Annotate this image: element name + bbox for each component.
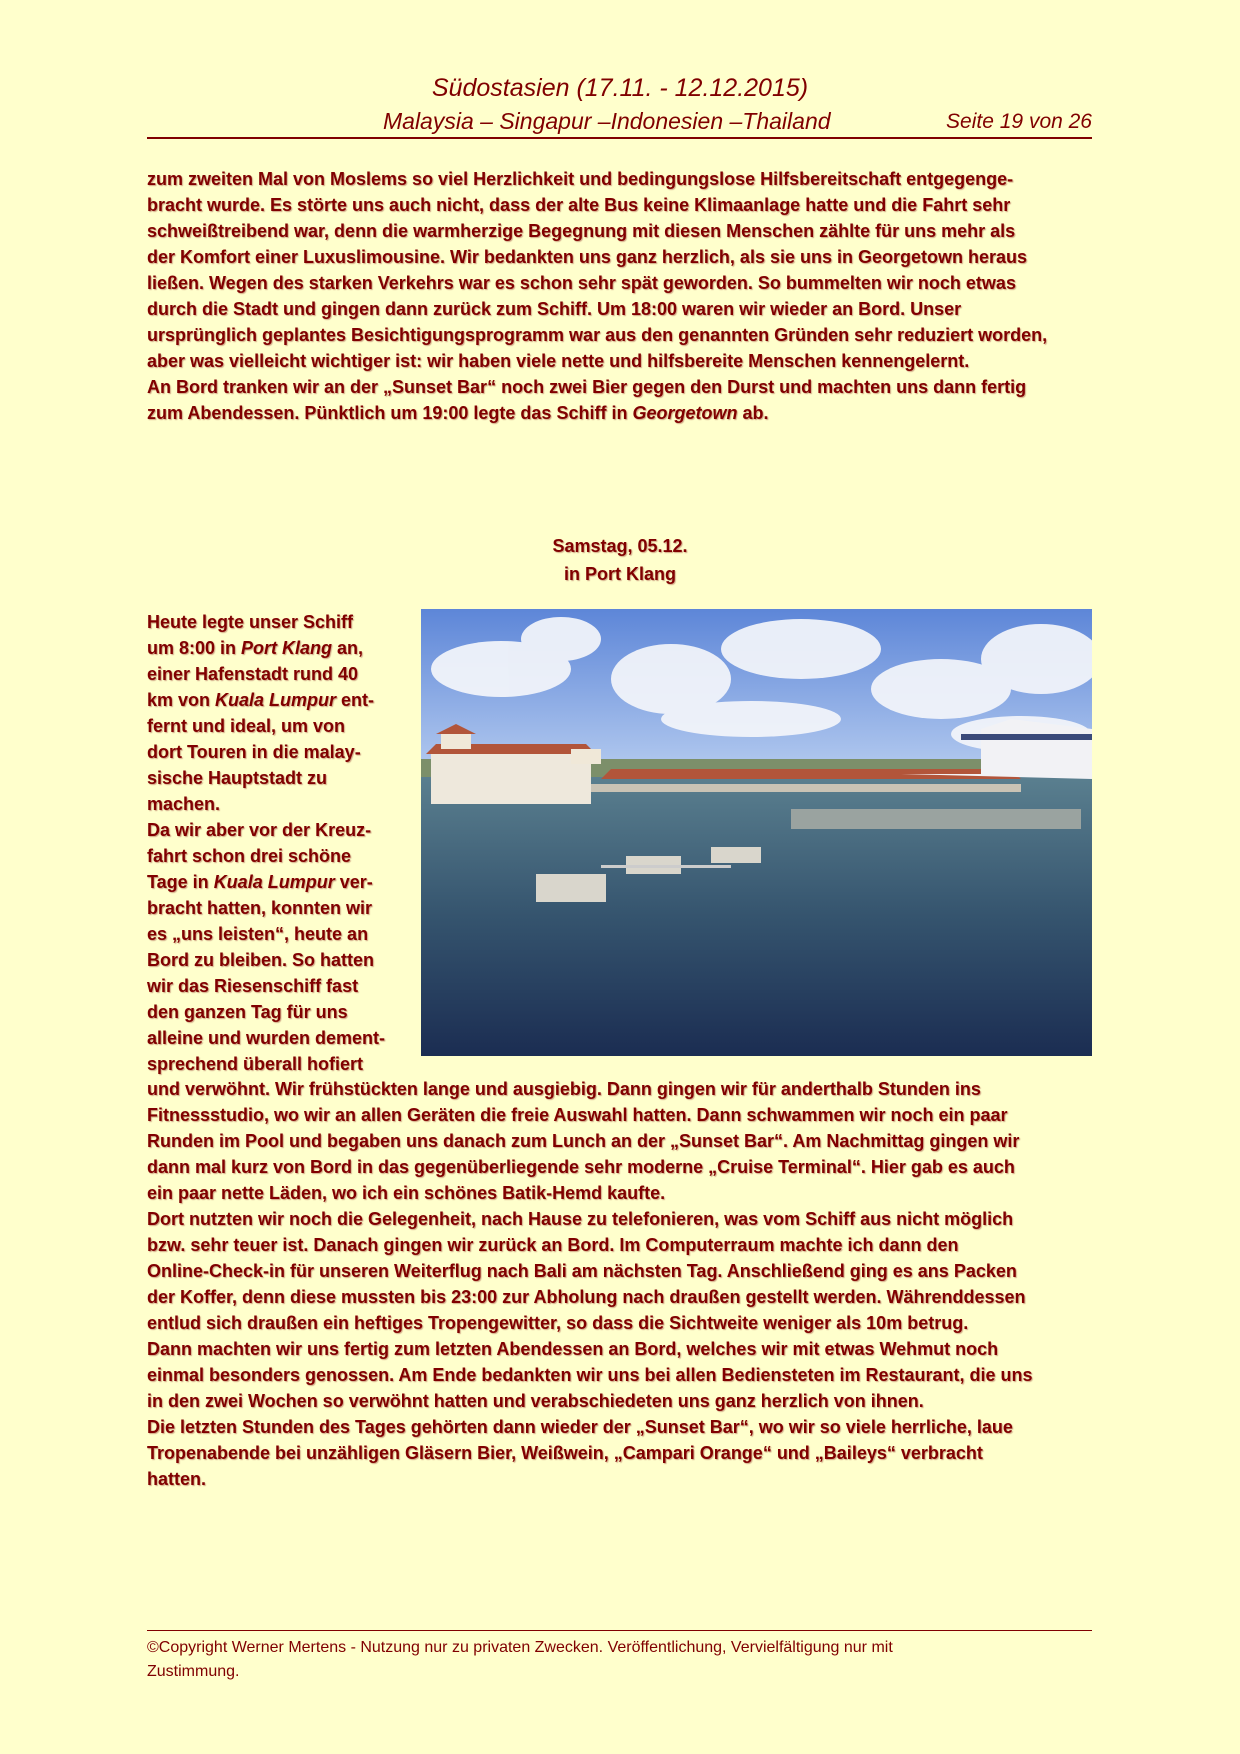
day-heading bbox=[0, 532, 1240, 588]
text-line bbox=[147, 609, 385, 635]
text-line: einmal besonders genossen. Am Ende bedankten wir uns bei allen Bediensteten im Restaurant, die uns bbox=[147, 1365, 1033, 1385]
text-span: dort Touren in die malay- bbox=[147, 742, 361, 762]
text-span: fernt und ideal, um von bbox=[147, 716, 346, 736]
document-title: Südostasien (17.11. - 12.12.2015) bbox=[431, 74, 809, 102]
text-span: sische Hauptstadt zu bbox=[147, 768, 328, 788]
text-line: zum zweiten Mal von Moslems so viel Herzlichkeit und bedingungslose Hilfsbereitschaft entgegenge- bbox=[147, 169, 1014, 189]
text-line: Die letzten Stunden des Tages gehörten dann wieder der „Sunset Bar“, wo wir so viele herrliche, laue bbox=[147, 1417, 1013, 1437]
text-line bbox=[147, 999, 385, 1025]
text-span: sprechend überall hofiert bbox=[147, 1054, 364, 1074]
text-line bbox=[147, 791, 385, 817]
text-line bbox=[147, 739, 385, 765]
text-line: der Komfort einer Luxuslimousine. Wir bedankten uns ganz herzlich, als sie uns in Georgetown heraus bbox=[147, 247, 1028, 267]
text-span: wir das Riesenschiff fast bbox=[147, 976, 359, 996]
copyright-line-1: ©Copyright Werner Mertens - Nutzung nur zu privaten Zwecken. Veröffentlichung, Vervielfältigung nur mit bbox=[147, 1639, 893, 1656]
text-line bbox=[147, 973, 385, 999]
place-name: Kuala Lumpur bbox=[213, 872, 335, 892]
text-span: Da wir aber vor der Kreuz- bbox=[147, 820, 372, 840]
text-span: zum Abendessen. Pünktlich um 19:00 legte das Schiff in bbox=[147, 403, 633, 423]
copyright-footer bbox=[147, 1636, 1047, 1684]
text-span: ab. bbox=[737, 403, 769, 423]
text-line: ein paar nette Läden, wo ich ein schönes Batik-Hemd kaufte. bbox=[147, 1183, 666, 1203]
text-line bbox=[147, 1051, 385, 1077]
text-span: Heute legte unser Schiff bbox=[147, 612, 354, 632]
text-span: einer Hafenstadt rund 40 bbox=[147, 664, 359, 684]
text-span: den ganzen Tag für uns bbox=[147, 1002, 348, 1022]
text-line: in den zwei Wochen so verwöhnt hatten und verabschiedeten uns ganz herzlich von ihnen. bbox=[147, 1391, 924, 1411]
document-subtitle: Malaysia – Singapur –Indonesien –Thailand bbox=[383, 108, 831, 134]
side-paragraph bbox=[147, 609, 385, 1077]
text-line bbox=[147, 687, 385, 713]
text-line: durch die Stadt und gingen dann zurück zum Schiff. Um 18:00 waren wir wieder an Bord. Unser bbox=[147, 299, 962, 319]
place-name: Georgetown bbox=[632, 403, 738, 423]
copyright-line-2: Zustimmung. bbox=[147, 1663, 240, 1680]
footer-rule bbox=[147, 1630, 1092, 1631]
port-klang-photo bbox=[421, 609, 1092, 1056]
text-line bbox=[147, 817, 385, 843]
text-line bbox=[147, 869, 385, 895]
text-line bbox=[147, 947, 385, 973]
text-line: ließen. Wegen des starken Verkehrs war es schon sehr spät geworden. So bummelten wir noch etwas bbox=[147, 273, 1016, 293]
text-line: Tropenabende bei unzähligen Gläsern Bier, Weißwein, „Campari Orange“ und „Baileys“ verbracht bbox=[147, 1443, 983, 1463]
text-line: bzw. sehr teuer ist. Danach gingen wir zurück an Bord. Im Computerraum machte ich dann den bbox=[147, 1235, 959, 1255]
text-line: und verwöhnt. Wir frühstückten lange und ausgiebig. Dann gingen wir für anderthalb Stunden ins bbox=[147, 1079, 981, 1099]
text-line bbox=[147, 843, 385, 869]
text-line: ursprünglich geplantes Besichtigungsprogramm war aus den genannten Gründen sehr reduziert worden, bbox=[147, 325, 1048, 345]
text-span: Bord zu bleiben. So hatten bbox=[147, 950, 375, 970]
text-line bbox=[147, 765, 385, 791]
place-name: Port Klang bbox=[241, 638, 333, 658]
text-line bbox=[147, 895, 385, 921]
text-span: alleine und wurden dement- bbox=[147, 1028, 386, 1048]
text-line: Dort nutzten wir noch die Gelegenheit, nach Hause zu telefonieren, was vom Schiff aus nicht möglich bbox=[147, 1209, 1014, 1229]
text-span: ver- bbox=[334, 872, 373, 892]
text-line: Dann machten wir uns fertig zum letzten Abendessen an Bord, welches wir mit etwas Wehmut noch bbox=[147, 1339, 999, 1359]
text-line: hatten. bbox=[147, 1469, 207, 1489]
text-line: Fitnessstudio, wo wir an allen Geräten die freie Auswahl hatten. Dann schwammen wir noch ein paar bbox=[147, 1105, 1008, 1125]
text-line: der Koffer, denn diese mussten bis 23:00 zur Abholung nach draußen gestellt werden. Währenddessen bbox=[147, 1287, 1026, 1307]
text-line: An Bord tranken wir an der „Sunset Bar“ noch zwei Bier gegen den Durst und machten uns dann fertig bbox=[147, 377, 1027, 397]
text-span: es „uns leisten“, heute an bbox=[147, 924, 369, 944]
day-place: in Port Klang bbox=[564, 564, 676, 584]
text-line bbox=[147, 713, 385, 739]
text-span: an, bbox=[332, 638, 364, 658]
text-line bbox=[147, 921, 385, 947]
text-span: ent- bbox=[336, 690, 375, 710]
text-line: bracht wurde. Es störte uns auch nicht, dass der alte Bus keine Klimaanlage hatte und die Fahrt sehr bbox=[147, 195, 1011, 215]
text-span: Tage in bbox=[147, 872, 214, 892]
text-line: aber was vielleicht wichtiger ist: wir haben viele nette und hilfsbereite Menschen kennengelernt. bbox=[147, 351, 970, 371]
day-date: Samstag, 05.12. bbox=[552, 536, 688, 556]
text-line bbox=[147, 400, 1047, 426]
text-span: machen. bbox=[147, 794, 221, 814]
text-line: entlud sich draußen ein heftiges Tropengewitter, so dass die Sichtweite weniger als 10m betrug. bbox=[147, 1313, 969, 1333]
place-name: Kuala Lumpur bbox=[215, 690, 337, 710]
text-line bbox=[147, 661, 385, 687]
text-line: dann mal kurz von Bord in das gegenüberliegende sehr moderne „Cruise Terminal“. Hier gab es auch bbox=[147, 1157, 1015, 1177]
text-span: fahrt schon drei schöne bbox=[147, 846, 352, 866]
text-line: Online-Check-in für unseren Weiterflug nach Bali am nächsten Tag. Anschließend ging es ans Packen bbox=[147, 1261, 1017, 1281]
body-paragraph bbox=[147, 1076, 1033, 1492]
text-line: Runden im Pool und begaben uns danach zum Lunch an der „Sunset Bar“. Am Nachmittag gingen wir bbox=[147, 1131, 1020, 1151]
text-line bbox=[147, 635, 385, 661]
header-rule bbox=[147, 137, 1092, 139]
page-number: Seite 19 von 26 bbox=[946, 110, 1092, 133]
text-line: schweißtreibend war, denn die warmherzige Begegnung mit diesen Menschen zählte für uns mehr als bbox=[147, 221, 1016, 241]
text-line bbox=[147, 1025, 385, 1051]
text-span: km von bbox=[147, 690, 216, 710]
text-span: bracht hatten, konnten wir bbox=[147, 898, 373, 918]
intro-paragraph bbox=[147, 166, 1047, 426]
text-span: um 8:00 in bbox=[147, 638, 242, 658]
